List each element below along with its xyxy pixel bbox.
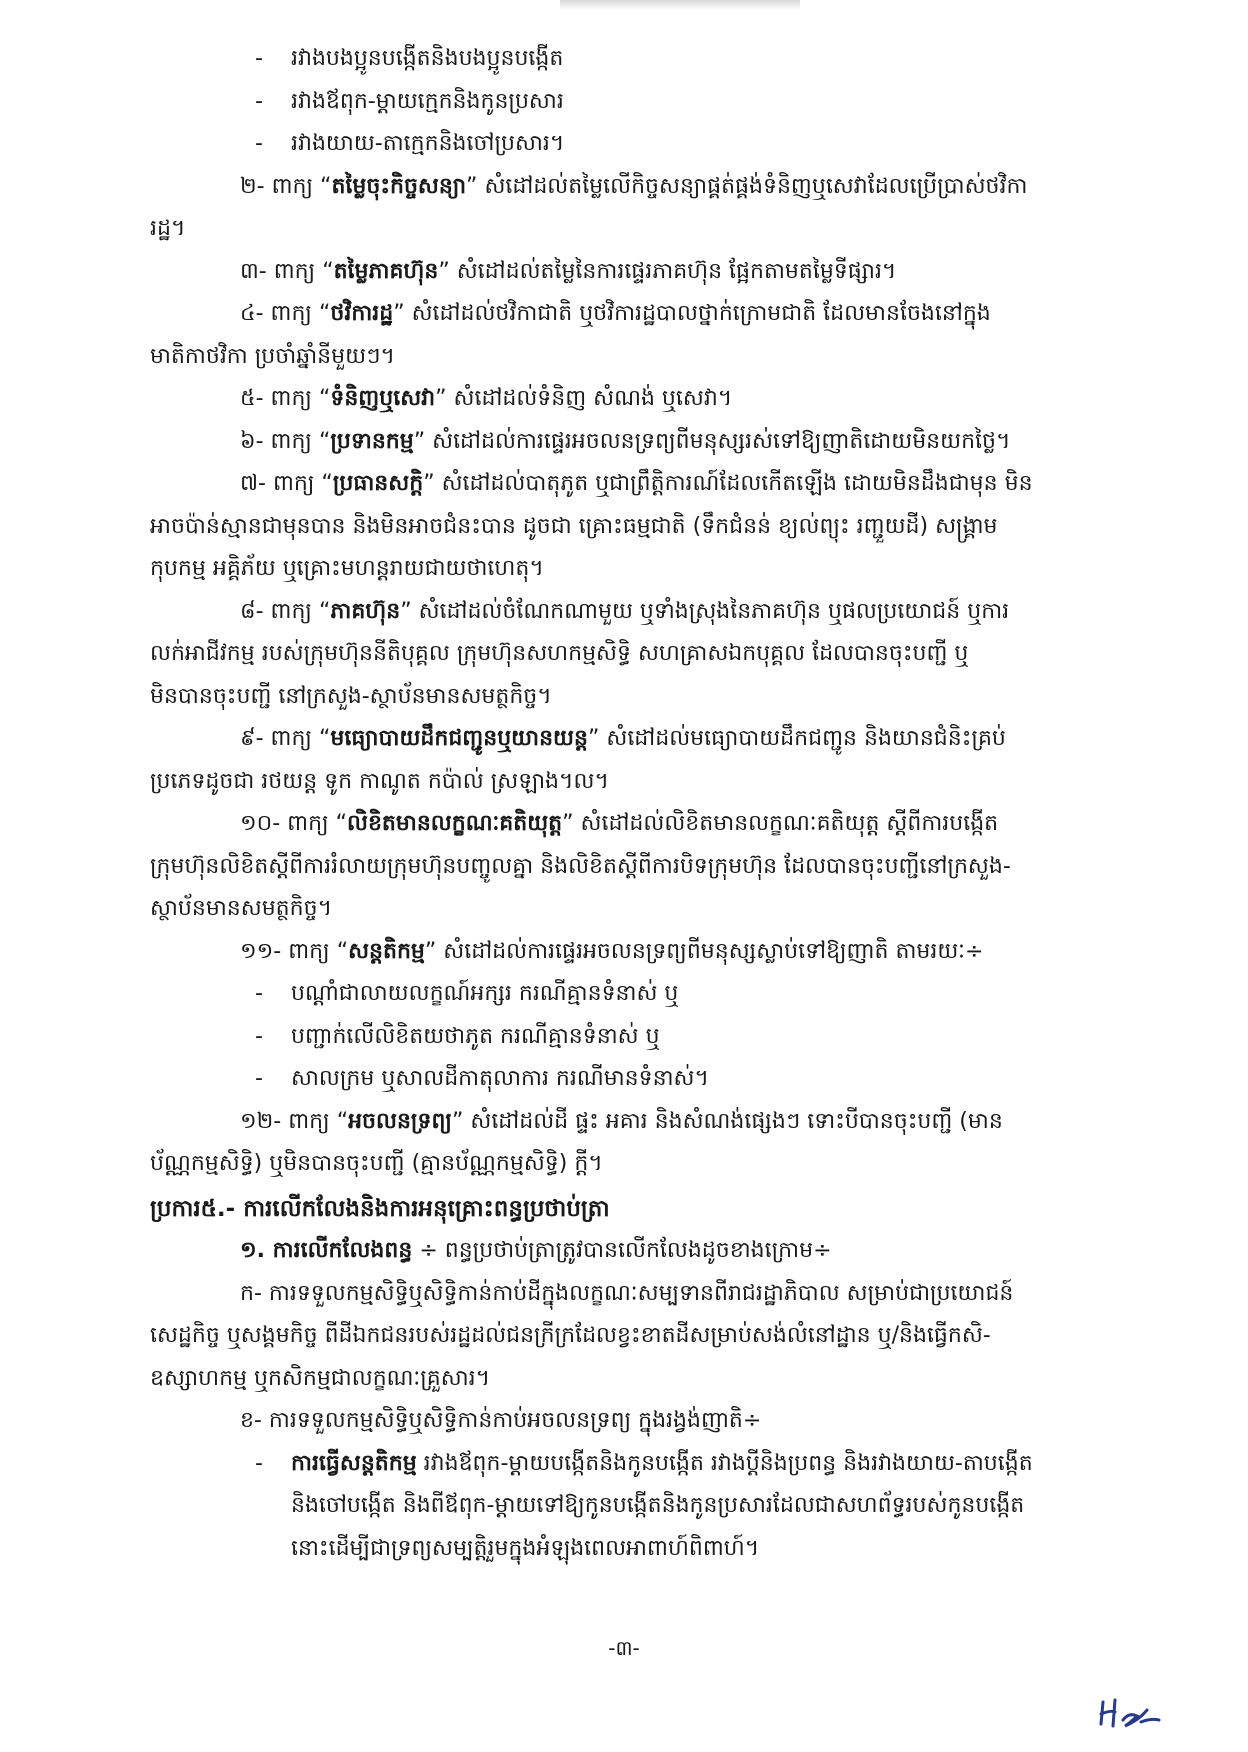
defined-term: ប្រទានកម្ម <box>330 428 414 454</box>
item-prefix: ៤- ពាក្យ “ <box>240 301 331 326</box>
item-prefix: ១១- ពាក្យ “ <box>240 938 349 964</box>
section-heading <box>150 1188 1130 1231</box>
line-text: ក- ការទទួលកម្មសិទ្ធិឬសិទ្ធិកាន់កាប់ដីក្នុងលក្ខណៈសម្បទានពីរាជរដ្ឋាភិបាល សម្រាប់ជាប្រយោជន៍ <box>240 1280 1014 1306</box>
bullet-line <box>150 1443 1130 1486</box>
defined-term: អចលនទ្រព្យ <box>348 1108 452 1134</box>
item-prefix: ១២- ពាក្យ “ <box>240 1108 349 1134</box>
bullet-line <box>150 81 1130 124</box>
line-text: មាតិកាថវិកា ប្រចាំឆ្នាំនីមួយៗ។ <box>150 343 396 369</box>
defined-term: ប្រធានសក្តិ <box>332 471 424 496</box>
line-text: មិនបានចុះបញ្ជី នៅក្រសួង-ស្ថាប័នមានសមត្ថកិច្ច។ <box>150 683 552 709</box>
continuation-line <box>150 506 1130 549</box>
continuation-line <box>150 1315 1130 1358</box>
bullet-text: សាលក្រម ឬសាលដីកាតុលាការ ករណីមានទំនាស់។ <box>291 1066 709 1091</box>
line-text: ” សំដៅដល់បាតុភូត ឬជាព្រឹត្តិការណ៍ដែលកើតឡើង ដោយមិនដឹងជាមុន មិន <box>423 471 1033 496</box>
continuation-line <box>150 336 1130 379</box>
continuation-line <box>150 1358 1130 1401</box>
defined-term: តម្លៃភាគហ៊ុន <box>333 258 439 284</box>
item-prefix: ៣- ពាក្យ “ <box>240 258 334 284</box>
defined-term: ទំនិញឬសេវា <box>330 386 436 411</box>
line-text: ” សំដៅដល់ទំនិញ សំណង់ ឬសេវា។ <box>435 386 733 411</box>
line-text: កុបកម្ម អគ្គិភ័យ ឬគ្រោះមហន្តរាយជាយថាហេតុ។ <box>150 556 544 581</box>
line-text: ” សំដៅដល់តម្លៃលើកិច្ចសន្យាផ្គត់ផ្គង់ទំនិញឬសេវាដែលប្រើប្រាស់ថវិកា <box>466 173 1028 199</box>
line-text: ” សំដៅដល់ថវិកាជាតិ ឬថវិការដ្ឋបាលថ្នាក់ក្រោមជាតិ ដែលមានចែងនៅក្នុង <box>393 301 991 326</box>
item-prefix: ៩- ពាក្យ “ <box>240 726 331 751</box>
line-text: រវាងឪពុក-ម្ដាយបង្កើតនិងកូនបង្កើត រវាងប្ដីនិងប្រពន្ធ និងរវាងយាយ-តាបង្កើត <box>416 1450 1033 1476</box>
line-text: ” សំដៅដល់ការផ្ទេរអចលនទ្រព្យពីមនុស្សស្លាប់ទៅឱ្យញាតិ តាមរយៈ÷ <box>424 938 984 964</box>
defined-term: ការធ្វើសន្តតិកម្ម <box>291 1450 417 1476</box>
defined-term: ថវិការដ្ឋ <box>330 301 394 326</box>
paragraph-line <box>150 378 1130 421</box>
line-text: លក់អាជីវកម្ម របស់ក្រុមហ៊ុននីតិបុគ្គល ក្រុមហ៊ុនសហកម្មសិទ្ធិ សហគ្រាសឯកបុគ្គល ដែលបានចុះបញ្ជី ឬ <box>150 641 969 666</box>
bullet-line <box>150 1016 1130 1059</box>
defined-term: ១. ការលើកលែងពន្ធ <box>240 1238 413 1263</box>
paragraph-line <box>150 1230 1130 1273</box>
line-text: អាចប៉ាន់ស្មានជាមុនបាន និងមិនអាចជំនះបាន ដូចជា គ្រោះធម្មជាតិ (ទឹកជំនន់ ខ្យល់ព្យុះ រញ្ជួយដី) សង្គ្រាម <box>150 513 998 539</box>
line-text: ខ- ការទទួលកម្មសិទ្ធិឬសិទ្ធិកាន់កាប់អចលនទ្រព្យ ក្នុងរង្វង់ញាតិ÷ <box>240 1408 762 1433</box>
bullet-continuation-line <box>150 1485 1130 1528</box>
continuation-line <box>150 761 1130 804</box>
line-text: និងចៅបង្កើត និងពីឪពុក-ម្ដាយទៅឱ្យកូនបង្កើតនិងកូនប្រសារដែលជាសហព័ទ្ធរបស់កូនបង្កើត <box>291 1493 1025 1518</box>
bullet-dash: - <box>255 131 263 156</box>
line-text: ” សំដៅដល់ការផ្ទេរអចលនទ្រព្យពីមនុស្សរស់ទៅឱ្យញាតិដោយមិនយកថ្លៃ។ <box>413 428 1011 454</box>
bullet-text: រវាងបងប្អូនបង្កើតនិងបងប្អូនបង្កើត <box>291 46 564 71</box>
item-prefix: ៨- ពាក្យ “ <box>240 598 331 624</box>
item-prefix: ៧- ពាក្យ “ <box>240 471 333 496</box>
item-prefix: ១០- ពាក្យ “ <box>240 811 348 836</box>
bullet-text: បណ្ដាំជាលាយលក្ខណ៍អក្សរ ករណីគ្មានទំនាស់ ឬ <box>291 981 679 1006</box>
bullet-text: បញ្ជាក់លើលិខិតយថាភូត ករណីគ្មានទំនាស់ ឬ <box>291 1023 660 1049</box>
line-text: ប័ណ្ណកម្មសិទ្ធិ) ឬមិនបានចុះបញ្ជី (គ្មានប័ណ្ណកម្មសិទ្ធិ) ក្ដី។ <box>150 1151 603 1176</box>
scan-artifact <box>560 0 800 10</box>
bullet-line <box>150 1058 1130 1101</box>
bullet-text: រវាងយាយ-តាក្មេកនិងចៅប្រសារ។ <box>291 131 565 156</box>
paragraph-line <box>150 293 1130 336</box>
line-text: រដ្ឋ។ <box>150 216 186 241</box>
line-text: ប្រភេទដូចជា រថយន្ត ទូក កាណូត កប៉ាល់ ស្រឡាង។ល។ <box>150 768 609 794</box>
bullet-dash: - <box>255 1450 263 1476</box>
paragraph-line <box>150 463 1130 506</box>
line-text: ឧស្សាហកម្ម ឬកសិកម្មជាលក្ខណៈគ្រួសារ។ <box>150 1365 491 1391</box>
bullet-line <box>150 123 1130 166</box>
document-body <box>150 38 1130 1570</box>
item-prefix: ៥- ពាក្យ “ <box>240 386 331 411</box>
paragraph-line <box>150 166 1130 209</box>
line-text: ” សំដៅដល់មធ្យោបាយដឹកជញ្ជូន និងយានជំនិះគ្រប់ <box>587 726 1006 751</box>
bullet-dash: - <box>255 1023 263 1049</box>
line-text: ស្ថាប័នមានសមត្ថកិច្ច។ <box>150 896 333 921</box>
paragraph-line <box>150 1273 1130 1316</box>
defined-term: សន្តតិកម្ម <box>348 938 425 964</box>
paragraph-line <box>150 803 1130 846</box>
continuation-line <box>150 676 1130 719</box>
page-number: -៣- <box>608 1636 640 1660</box>
bullet-dash: - <box>255 1066 263 1091</box>
line-text: ” សំដៅដល់តម្លៃនៃការផ្ទេរភាគហ៊ុន ផ្អែកតាមតម្លៃទីផ្សារ។ <box>438 258 897 284</box>
continuation-line <box>150 633 1130 676</box>
continuation-line <box>150 548 1130 591</box>
continuation-line <box>150 208 1130 251</box>
continuation-line <box>150 846 1130 889</box>
paragraph-line <box>150 931 1130 974</box>
bullet-line <box>150 38 1130 81</box>
continuation-line <box>150 888 1130 931</box>
bullet-continuation-line <box>150 1528 1130 1571</box>
line-text: ” សំដៅដល់ចំណែកណាមួយ ឬទាំងស្រុងនៃភាគហ៊ុន ឬផលប្រយោជន៍ ឬការ <box>400 598 1010 624</box>
bullet-text: រវាងឪពុក-ម្ដាយក្មេកនិងកូនប្រសារ <box>291 88 564 114</box>
paragraph-line <box>150 591 1130 634</box>
paragraph-line <box>150 251 1130 294</box>
paragraph-line <box>150 1400 1130 1443</box>
bullet-dash: - <box>255 88 263 114</box>
paragraph-line <box>150 421 1130 464</box>
defined-term: លិខិតមានលក្ខណៈគតិយុត្ត <box>347 811 563 836</box>
bullet-dash: - <box>255 46 263 71</box>
line-text: នោះដើម្បីជាទ្រព្យសម្បត្តិរួមក្នុងអំឡុងពេលអាពាហ៍ពិពាហ៍។ <box>291 1535 760 1561</box>
item-prefix: ២- ពាក្យ “ <box>240 173 332 199</box>
line-text: ” សំដៅដល់ដី ផ្ទះ អគារ និងសំណង់ផ្សេងៗ ទោះបីបានចុះបញ្ជី (មាន <box>451 1108 1003 1134</box>
defined-term: មធ្យោបាយដឹកជញ្ជូនឬយានយន្ត <box>330 726 588 751</box>
line-text: ” សំដៅដល់លិខិតមានលក្ខណៈគតិយុត្ត ស្ដីពីការបង្កើត <box>562 811 999 836</box>
bullet-line <box>150 973 1130 1016</box>
line-text: ក្រុមហ៊ុនលិខិតស្ដីពីការរំលាយក្រុមហ៊ុនបញ្ចូលគ្នា និងលិខិតស្ដីពីការបិទក្រុមហ៊ុន ដែលបានចុះបញ្ជីនៅក្រសួង- <box>150 853 1011 879</box>
section-heading-text: ប្រការ៥.- ការលើកលែងនិងការអនុគ្រោះពន្ធប្រថាប់ត្រា <box>150 1195 610 1222</box>
paragraph-line <box>150 1101 1130 1144</box>
handwritten-initials-signature <box>1095 1690 1165 1732</box>
line-text: សេដ្ឋកិច្ច ឬសង្គមកិច្ច ពីដីឯកជនរបស់រដ្ឋដល់ជនក្រីក្រដែលខ្វះខាតដីសម្រាប់សង់លំនៅដ្ឋាន ឬ/និងធ្វើកសិ- <box>150 1323 991 1348</box>
defined-term: ភាគហ៊ុន <box>330 598 401 624</box>
line-text: ÷ ពន្ធប្រថាប់ត្រាត្រូវបានលើកលែងដូចខាងក្រោម÷ <box>412 1238 832 1263</box>
paragraph-line <box>150 718 1130 761</box>
defined-term: តម្លៃចុះកិច្ចសន្យា <box>331 173 467 199</box>
continuation-line <box>150 1143 1130 1186</box>
bullet-dash: - <box>255 981 263 1006</box>
item-prefix: ៦- ពាក្យ “ <box>240 428 331 454</box>
